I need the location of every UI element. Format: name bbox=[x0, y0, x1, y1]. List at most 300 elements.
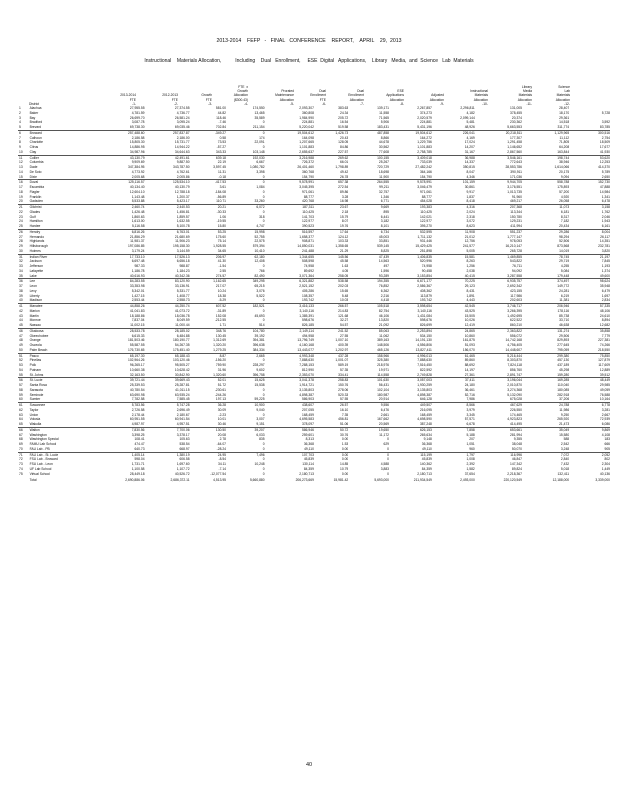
cell-value: 40,616.93 bbox=[129, 273, 145, 278]
column-header-growth bbox=[201, 93, 212, 106]
cell-value: 30.46 bbox=[217, 422, 227, 426]
cell-value: 218,976 bbox=[377, 363, 389, 367]
cell-value: 598,676 bbox=[419, 318, 432, 323]
cell-value: 4,169 bbox=[466, 135, 475, 140]
cell-value: -349.27 bbox=[190, 130, 226, 135]
cell-value: 343.33 bbox=[215, 149, 227, 154]
cell-value: 2,840 bbox=[560, 457, 570, 462]
cell-value: 5,906 bbox=[380, 120, 389, 125]
cell-value: 180,190.77 bbox=[173, 338, 190, 343]
cell-value: 5,522 bbox=[256, 293, 265, 298]
cell-value: 629 bbox=[383, 442, 389, 446]
cell-value: 2,038 bbox=[466, 268, 475, 273]
cell-value: 74,266 bbox=[599, 343, 610, 347]
cell-value: 30,562 bbox=[378, 145, 389, 149]
cell-value: 378,097 bbox=[302, 422, 314, 426]
cell-value: 197,086.85 bbox=[128, 244, 145, 248]
cell-value: 27,361 bbox=[464, 372, 475, 377]
cell-value: 257,488.60 bbox=[102, 130, 145, 135]
cell-value: 474.47 bbox=[134, 442, 145, 446]
cell-value: 0 bbox=[262, 471, 265, 476]
cell-value: 90,458 bbox=[421, 268, 432, 273]
cell-value: 40,136 bbox=[599, 471, 610, 476]
cell-value: 9,602 bbox=[256, 367, 265, 372]
cell-value: 20.21 bbox=[190, 205, 226, 210]
cell-value: 257,837.87 bbox=[145, 130, 190, 135]
cell-value: 11,986 bbox=[559, 407, 570, 412]
cell-value: 21,197 bbox=[569, 254, 610, 259]
cell-value: 5,789 bbox=[601, 169, 610, 174]
district-name: Holmes bbox=[29, 248, 41, 253]
cell-value: 30,842.90 bbox=[174, 372, 190, 377]
column-header-line: FTE bbox=[129, 97, 136, 102]
cell-value: 49,110 bbox=[422, 446, 432, 451]
cell-value: 26.78 bbox=[339, 174, 349, 179]
cell-value: 12,188,000 bbox=[552, 477, 570, 482]
cell-value: 0 bbox=[262, 318, 265, 323]
cell-value: 211,934,549 bbox=[413, 477, 432, 482]
cell-value: 4,160,168 bbox=[299, 343, 314, 347]
cell-value: -184.08 bbox=[214, 189, 227, 194]
cell-value: 519.58 bbox=[338, 125, 349, 129]
cell-value: 175,893 bbox=[557, 185, 570, 189]
cell-value: 39,512 bbox=[599, 372, 610, 377]
cell-value: 43,130.79 bbox=[102, 155, 145, 160]
row-number: 37 bbox=[19, 284, 23, 288]
cell-value: 241,488 bbox=[302, 248, 314, 253]
cell-value: 11,558 bbox=[379, 110, 389, 115]
cell-value: 8.87 bbox=[190, 353, 226, 358]
cell-value: 76,711 bbox=[512, 264, 522, 268]
cell-value: 2,690,886.06 bbox=[125, 477, 145, 482]
cell-value: 457,130 bbox=[557, 358, 570, 363]
cell-value: 1,928.55 bbox=[213, 244, 227, 248]
cell-value: 971,061 bbox=[302, 189, 314, 194]
row-number: 43 bbox=[19, 313, 23, 318]
cell-value: 265,920 bbox=[557, 417, 570, 422]
district-name: Brevard bbox=[29, 125, 42, 129]
cell-value: 5,747.28 bbox=[145, 403, 190, 408]
cell-value: 12,419 bbox=[464, 323, 475, 327]
allocation-table-sheet bbox=[18, 70, 610, 484]
cell-value: 49,059 bbox=[599, 387, 610, 392]
row-number: 72 bbox=[19, 457, 23, 462]
cell-value: 347,384.95 bbox=[128, 165, 145, 169]
total-row bbox=[18, 476, 610, 484]
cell-value: 1.71 bbox=[219, 323, 227, 327]
cell-value: 164,272 bbox=[419, 135, 432, 140]
district-name: Madison bbox=[29, 298, 43, 303]
cell-value: 40,780.54 bbox=[129, 387, 145, 392]
district-name: Glades bbox=[29, 209, 41, 214]
cell-value: 33,260 bbox=[254, 199, 265, 204]
cell-value: 6,678 bbox=[466, 422, 475, 426]
row-number: 1 bbox=[19, 106, 21, 110]
cell-value: 3,266,395 bbox=[507, 308, 522, 313]
cell-value: 10,660.38 bbox=[129, 367, 145, 372]
cell-value: 145.56 bbox=[314, 254, 348, 259]
cell-value: 82,490 bbox=[254, 273, 265, 278]
cell-value: 36,368 bbox=[421, 442, 432, 446]
cell-value: 14,984 bbox=[599, 189, 610, 194]
cell-value: 10,410 bbox=[254, 248, 265, 253]
cell-value: 100,155 bbox=[348, 155, 389, 160]
cell-value: 3,046,479 bbox=[417, 185, 432, 189]
district-name: Lafayette bbox=[29, 268, 44, 273]
cell-value: 3,883 bbox=[380, 466, 389, 471]
cell-value: 3.61 bbox=[219, 185, 227, 189]
cell-value: 96,265.17 bbox=[129, 363, 145, 367]
district-name: Collier bbox=[27, 155, 102, 160]
cell-value: 3,979 bbox=[466, 407, 475, 412]
cell-value: 1,193 bbox=[601, 264, 610, 268]
district-name: Putnam bbox=[29, 367, 41, 372]
district-name: Gadsden bbox=[29, 199, 43, 204]
cell-value: 21.29 bbox=[339, 248, 349, 253]
cell-value: 28,533.78 bbox=[102, 328, 145, 333]
cell-value: 8,825 bbox=[380, 248, 389, 253]
cell-value: 10,628.42 bbox=[174, 367, 190, 372]
row-number: 71 bbox=[18, 452, 27, 457]
cell-value: 8,313 bbox=[305, 437, 314, 442]
cell-value: 19,650 bbox=[348, 427, 389, 432]
cell-value: 264,555 bbox=[348, 180, 389, 185]
allocation-table bbox=[18, 106, 610, 484]
cell-value: 265,728 bbox=[510, 248, 522, 253]
cell-value: 720,729 bbox=[377, 165, 389, 169]
cell-value: 179,448 bbox=[557, 273, 570, 278]
cell-value: 50,070 bbox=[511, 446, 522, 451]
cell-value: 556,072 bbox=[510, 333, 522, 338]
cell-value: 32,757 bbox=[378, 189, 389, 194]
cell-value: 11,906.23 bbox=[175, 239, 190, 244]
district-name: Seminole bbox=[29, 392, 44, 397]
column-header-line: -8- bbox=[399, 101, 404, 106]
column-header-line: Applications bbox=[386, 93, 404, 98]
cell-value: 1,914,721 bbox=[299, 383, 314, 387]
cell-value: 48,926 bbox=[464, 125, 475, 129]
cell-value: 2,180.67 bbox=[176, 412, 190, 417]
cell-value: 12,408 bbox=[254, 259, 265, 264]
cell-value: 1,408.77 bbox=[176, 293, 190, 298]
cell-value: 74,958 bbox=[421, 264, 432, 268]
cell-value: 116,996 bbox=[475, 452, 522, 457]
cell-value: 606.58 bbox=[179, 457, 190, 462]
cell-value: 6,219 bbox=[560, 293, 570, 298]
cell-value: 183,431 bbox=[377, 125, 389, 129]
cell-value: 10,026 bbox=[464, 318, 475, 323]
cell-value: 8,894 bbox=[601, 318, 610, 323]
cell-value: 4,346 bbox=[466, 174, 475, 179]
column-header-ese bbox=[386, 89, 404, 106]
cell-value: 1,084 bbox=[256, 185, 265, 189]
cell-value: 1,107.72 bbox=[176, 466, 190, 471]
cell-value: 42,491.61 bbox=[145, 155, 190, 160]
cell-value: 586,946 bbox=[265, 427, 314, 432]
cell-value: 795,059 bbox=[557, 347, 570, 352]
cell-value: 171,036 bbox=[510, 174, 522, 179]
cell-value: 20,914 bbox=[378, 397, 389, 402]
column-header-fte1 bbox=[120, 93, 136, 106]
cell-value: 1,837 bbox=[466, 194, 475, 199]
cell-value: 384,334 bbox=[252, 347, 265, 352]
cell-value: 1,008 bbox=[466, 457, 475, 462]
cell-value: 2,692,342 bbox=[507, 284, 522, 288]
row-number: 74 bbox=[19, 466, 23, 471]
cell-value: 639.18 bbox=[190, 155, 226, 160]
cell-value: 53,620 bbox=[569, 155, 610, 160]
row-number: 25 bbox=[19, 224, 23, 228]
cell-value: 130,114 bbox=[302, 462, 314, 466]
district-name: Jackson bbox=[29, 259, 42, 264]
cell-value: 228,297 bbox=[252, 363, 265, 367]
cell-value: 12,253 bbox=[599, 160, 610, 165]
cell-value: 17,733.10 bbox=[102, 254, 145, 259]
cell-value: 29,506 bbox=[559, 333, 570, 338]
row-number: 17 bbox=[19, 185, 23, 189]
cell-value: 29,123 bbox=[464, 284, 475, 288]
row-number: 34 bbox=[19, 268, 23, 273]
cell-value: 7,496 bbox=[226, 452, 265, 457]
cell-value: 1,406,835 bbox=[389, 254, 432, 259]
column-header-line: Growth bbox=[237, 89, 248, 94]
cell-value: 2,586,367 bbox=[417, 284, 432, 288]
cell-value: 1,186.78 bbox=[131, 268, 145, 273]
cell-value: 8,049.59 bbox=[176, 318, 190, 323]
cell-value: 0 bbox=[226, 180, 265, 185]
cell-value: 325,380 bbox=[377, 358, 389, 363]
cell-value: 17,024 bbox=[464, 140, 475, 145]
cell-value: 102,104 bbox=[377, 387, 389, 392]
cell-value: -12,077.54 bbox=[210, 471, 227, 476]
cell-value: 2,005.86 bbox=[176, 174, 190, 179]
cell-value: 89,860 bbox=[464, 358, 475, 363]
cell-value: 2,216 bbox=[380, 293, 389, 298]
cell-value: 9,040 bbox=[256, 407, 265, 412]
cell-value: 6,476 bbox=[380, 407, 389, 412]
cell-value: 822,592 bbox=[419, 367, 432, 372]
cell-value: 726,372 bbox=[302, 160, 314, 165]
cell-value: 21,856.29 bbox=[129, 234, 145, 239]
district-name: Washington bbox=[29, 432, 47, 437]
row-number: 7 bbox=[19, 135, 21, 140]
row-number: 73 bbox=[19, 462, 23, 466]
cell-value: 35,858 bbox=[569, 328, 610, 333]
cell-value: 24.34 bbox=[339, 110, 349, 115]
cell-value: 142,021 bbox=[419, 214, 432, 219]
cell-value: 20.08 bbox=[217, 432, 227, 437]
row-number: 21 bbox=[18, 205, 27, 210]
cell-value: 113,344 bbox=[510, 209, 522, 214]
cell-value: 1,202.97 bbox=[335, 347, 349, 352]
cell-value: 211,154 bbox=[252, 125, 265, 129]
cell-value: 1,426.73 bbox=[314, 130, 348, 135]
cell-value: 3,820 bbox=[601, 248, 610, 253]
cell-value: 4,747 bbox=[256, 224, 265, 228]
cell-value: 14,337 bbox=[464, 160, 475, 165]
cell-value: 7,986 bbox=[466, 397, 475, 402]
cell-value: 214.83 bbox=[338, 308, 349, 313]
cell-value: 2,553.44 bbox=[131, 298, 145, 303]
cell-value: 0 bbox=[262, 457, 265, 462]
district-name: FSU Lab - Broward bbox=[29, 457, 58, 462]
district-name: Franklin bbox=[29, 194, 42, 199]
cell-value: 3,140,116 bbox=[299, 308, 314, 313]
cell-value: 8,317 bbox=[560, 214, 570, 219]
cell-value: 194,355 bbox=[348, 279, 389, 284]
cell-value: 5,663,553 bbox=[507, 125, 522, 129]
district-name: Hendry bbox=[27, 229, 102, 234]
cell-value: 29,361 bbox=[559, 115, 570, 120]
cell-value: 5,783.56 bbox=[102, 403, 145, 408]
cell-value: 4,443 bbox=[466, 298, 475, 303]
cell-value: 13,827,411 bbox=[415, 347, 432, 352]
cell-value: 3,281 bbox=[601, 407, 610, 412]
column-header-growth_alloc bbox=[234, 85, 248, 106]
column-header-line: Materials bbox=[474, 93, 488, 98]
cell-value: 11,900 bbox=[379, 174, 389, 179]
cell-value: 0.00 bbox=[341, 437, 349, 442]
cell-value: 1,380.19 bbox=[145, 452, 190, 457]
cell-value: 1,658,377 bbox=[299, 234, 314, 239]
cell-value: 766 bbox=[259, 268, 265, 273]
district-name: Volusia bbox=[29, 417, 41, 422]
district-name: Columbia bbox=[29, 160, 44, 165]
cell-value: 2,749,828 bbox=[417, 372, 432, 377]
district-name: Sarasota bbox=[29, 387, 43, 392]
cell-value: -230.61 bbox=[214, 387, 227, 392]
cell-value: -5.29 bbox=[218, 298, 227, 303]
cell-value: 154,790 bbox=[302, 174, 314, 179]
cell-value: 7,782.58 bbox=[131, 397, 145, 402]
cell-value: 125,534.10 bbox=[145, 180, 190, 185]
cell-value: 4,698,590 bbox=[417, 417, 432, 422]
row-number: 28 bbox=[19, 239, 23, 244]
cell-value: 110,040 bbox=[557, 383, 570, 387]
cell-value: 1,146,652 bbox=[507, 145, 522, 149]
cell-value: 13,796,749 bbox=[297, 338, 314, 343]
cell-value: 26,401,460 bbox=[297, 165, 314, 169]
cell-value: 40,130.79 bbox=[174, 185, 190, 189]
cell-value: 1,427.15 bbox=[131, 293, 145, 298]
cell-value: 45,003 bbox=[378, 234, 389, 239]
cell-value: 1,614,066 bbox=[554, 165, 570, 169]
cell-value: 52,716 bbox=[464, 392, 475, 397]
row-number: 45 bbox=[19, 323, 23, 327]
cell-value: 40,526.72 bbox=[174, 471, 190, 476]
cell-value: 3,398.25 bbox=[131, 432, 145, 437]
cell-value: 30,861 bbox=[464, 185, 475, 189]
cell-value: 41,011.15 bbox=[175, 387, 190, 392]
cell-value: 558,788 bbox=[522, 180, 569, 185]
report-title: 2013-2014 FEFP - FINAL CONFERENCE REPORT, APRIL 29, 2013 bbox=[216, 38, 402, 44]
cell-value: 18,698 bbox=[378, 169, 389, 174]
cell-value: 988.87 bbox=[179, 264, 190, 268]
cell-value: 14,850,031 bbox=[297, 244, 314, 248]
cell-value: 25,339.53 bbox=[129, 383, 145, 387]
column-header-line: Dual bbox=[357, 89, 364, 94]
cell-value: 14,351 bbox=[599, 239, 610, 244]
cell-value: 27,955.55 bbox=[129, 106, 145, 110]
column-header-dual_fte bbox=[310, 89, 326, 106]
cell-value: 3,592 bbox=[601, 120, 610, 125]
cell-value: 4.05 bbox=[341, 268, 349, 273]
cell-value: 456.81 bbox=[338, 417, 349, 422]
row-number: 59 bbox=[19, 392, 23, 397]
district-name: Sumter bbox=[29, 397, 41, 402]
cell-value: 4,418 bbox=[380, 298, 389, 303]
cell-value: 2,542 bbox=[560, 442, 570, 446]
cell-value: 9,944,705 bbox=[475, 180, 522, 185]
cell-value: 15,581 bbox=[432, 254, 475, 259]
cell-value: 364,166 bbox=[419, 169, 432, 174]
column-header-line: -12- bbox=[564, 101, 570, 106]
cell-value: 95,505.27 bbox=[174, 363, 190, 367]
row-number: 50 bbox=[19, 347, 23, 352]
column-header-adj bbox=[430, 93, 444, 106]
cell-value: 175,451.40 bbox=[173, 347, 190, 352]
cell-value: 29,286 bbox=[522, 229, 569, 234]
cell-value: 33,710 bbox=[559, 318, 570, 323]
cell-value: 8,101 bbox=[380, 224, 389, 228]
column-header-line: Allocation bbox=[279, 97, 294, 102]
cell-value: 0 bbox=[262, 120, 265, 125]
cell-value: 180,085 bbox=[557, 387, 570, 392]
cell-value: 103,120.46 bbox=[173, 358, 190, 363]
cell-value: 226,550 bbox=[510, 407, 522, 412]
cell-value: 1.53 bbox=[341, 442, 349, 446]
cell-value: 85,063 bbox=[348, 328, 389, 333]
cell-value: -19.55 bbox=[216, 219, 227, 224]
cell-value: 7,888,630 bbox=[299, 358, 314, 363]
cell-value: 400.39 bbox=[338, 343, 349, 347]
cell-value: 0 bbox=[262, 387, 265, 392]
cell-value: 36,461 bbox=[464, 387, 475, 392]
cell-value: 0 bbox=[262, 358, 265, 363]
column-header-line: -2- bbox=[173, 101, 178, 106]
row-number: 19 bbox=[19, 194, 23, 199]
cell-value: 117,986 bbox=[510, 293, 522, 298]
cell-value: 0.00 bbox=[341, 446, 349, 451]
cell-value: 9,669 bbox=[348, 205, 389, 210]
cell-value: 156,070 bbox=[462, 347, 475, 352]
district-name: Dixie bbox=[29, 174, 37, 179]
cell-value: 49,110 bbox=[304, 446, 314, 451]
district-name: FAMU Lab School bbox=[29, 442, 57, 446]
cell-value: 543,822 bbox=[510, 259, 522, 264]
cell-value: 84,359 bbox=[303, 466, 314, 471]
cell-value: 0 bbox=[262, 446, 265, 451]
cell-value: -0.18 bbox=[218, 174, 227, 179]
cell-value: 28,185.02 bbox=[145, 328, 190, 333]
column-header-line: -3- bbox=[207, 101, 212, 106]
cell-value: 102,964.26 bbox=[128, 358, 145, 363]
cell-value: 33,851 bbox=[378, 239, 389, 244]
cell-value: 2,353,070 bbox=[299, 372, 314, 377]
cell-value: 241.52 bbox=[314, 328, 348, 333]
cell-value: 15,505 bbox=[464, 313, 475, 318]
column-header-line: FTE bbox=[205, 97, 212, 102]
row-number: 29 bbox=[19, 244, 23, 248]
cell-value: 11,062 bbox=[379, 333, 389, 338]
cell-value: 9,148 bbox=[423, 437, 432, 442]
cell-value: 520,996 bbox=[419, 259, 432, 264]
district-name: Union bbox=[29, 412, 39, 417]
cell-value: 274.57 bbox=[215, 273, 227, 278]
cell-value: 4,923,823 bbox=[507, 417, 522, 422]
cell-value: 101,159 bbox=[432, 180, 475, 185]
column-header-line: Enrollment bbox=[310, 93, 326, 98]
